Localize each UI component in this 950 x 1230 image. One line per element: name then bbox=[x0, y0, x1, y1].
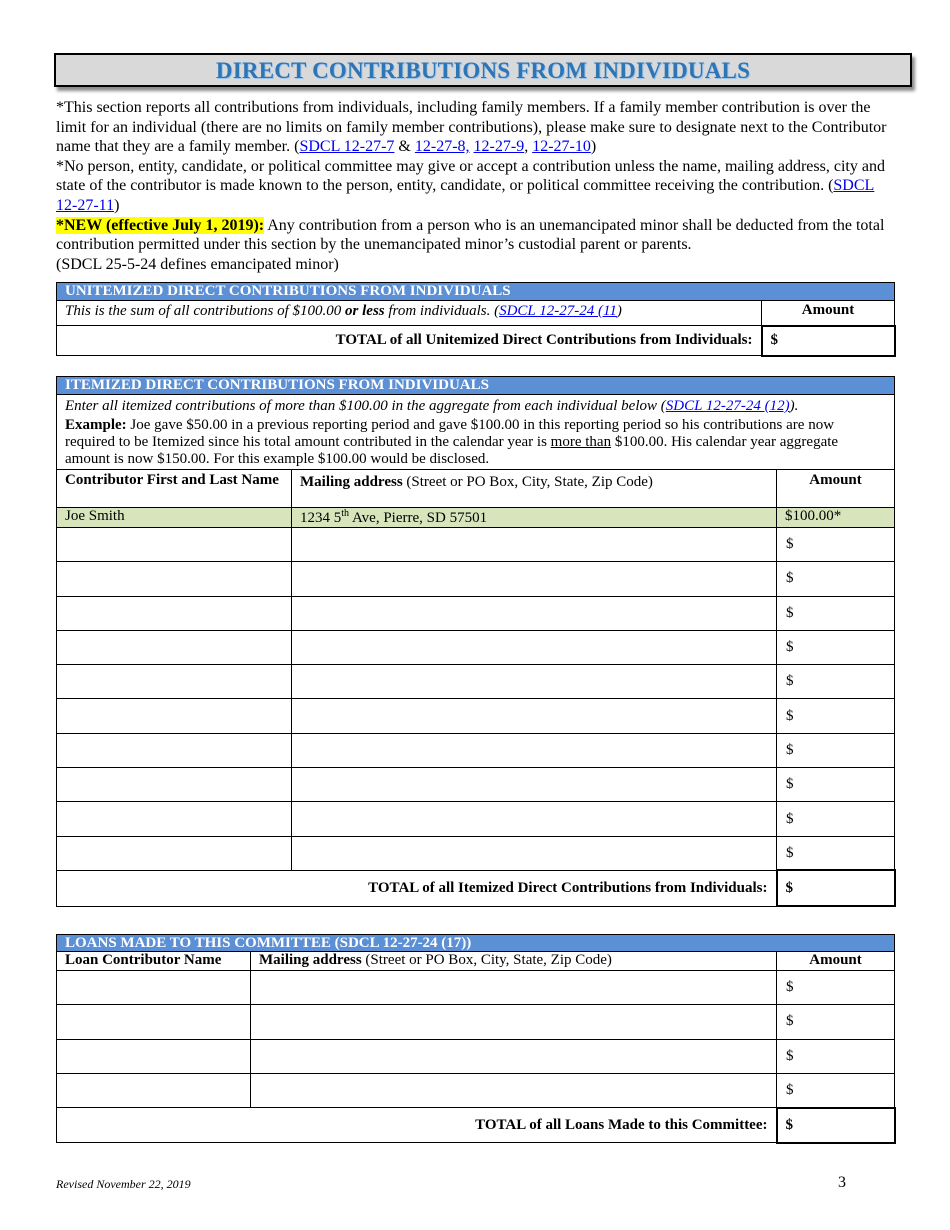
loan-mailing-address-field[interactable] bbox=[251, 1039, 777, 1073]
page-number: 3 bbox=[838, 1174, 846, 1191]
link-12-27-9[interactable]: 12-27-9 bbox=[473, 138, 525, 156]
contributor-name-field[interactable] bbox=[57, 802, 292, 836]
amount-field[interactable]: $ bbox=[777, 836, 895, 870]
col-header-amount: Amount bbox=[777, 470, 895, 508]
mailing-address-field[interactable] bbox=[292, 630, 777, 664]
amount-field[interactable]: $ bbox=[777, 802, 895, 836]
col-header-mailing-address: Mailing address (Street or PO Box, City, State, Zip Code) bbox=[292, 470, 777, 508]
unitemized-heading: UNITEMIZED DIRECT CONTRIBUTIONS FROM INDIVIDUALS bbox=[57, 283, 895, 301]
unitemized-amount-header: Amount bbox=[762, 301, 895, 326]
loan-mailing-address-field[interactable] bbox=[251, 971, 777, 1005]
unitemized-total-label: TOTAL of all Unitemized Direct Contributions from Individuals: bbox=[57, 326, 762, 356]
table-row bbox=[57, 1005, 895, 1039]
link-sdcl-12-27-7[interactable]: SDCL 12-27-7 bbox=[299, 138, 395, 156]
mailing-address-field[interactable] bbox=[292, 596, 777, 630]
contributor-name-field[interactable] bbox=[57, 733, 292, 767]
table-row bbox=[57, 562, 895, 596]
col-header-loan-contributor-name: Loan Contributor Name bbox=[57, 952, 251, 971]
loan-amount-field[interactable]: $ bbox=[777, 971, 895, 1005]
intro-text bbox=[56, 98, 898, 274]
loan-amount-field[interactable]: $ bbox=[777, 1039, 895, 1073]
intro-paragraph-4: (SDCL 25-5-24 defines emancipated minor) bbox=[56, 255, 339, 273]
loan-contributor-name-field[interactable] bbox=[57, 1073, 251, 1107]
mailing-address-field[interactable] bbox=[292, 528, 777, 562]
table-row bbox=[57, 699, 895, 733]
amount-field[interactable]: $ bbox=[777, 562, 895, 596]
example-address: 1234 5th Ave, Pierre, SD 57501 bbox=[292, 508, 777, 528]
contributor-name-field[interactable] bbox=[57, 596, 292, 630]
loan-contributor-name-field[interactable] bbox=[57, 1039, 251, 1073]
link-sdcl-12-27-24-12[interactable]: SDCL 12-27-24 (12) bbox=[665, 398, 790, 414]
table-row bbox=[57, 1039, 895, 1073]
table-row bbox=[57, 528, 895, 562]
itemized-total-label: TOTAL of all Itemized Direct Contributions from Individuals: bbox=[57, 870, 777, 906]
example-amount: $100.00* bbox=[777, 508, 895, 528]
unitemized-table bbox=[56, 282, 896, 357]
example-name: Joe Smith bbox=[57, 508, 292, 528]
loan-amount-field[interactable]: $ bbox=[777, 1073, 895, 1107]
amount-field[interactable]: $ bbox=[777, 596, 895, 630]
new-effective-highlight: *NEW (effective July 1, 2019): bbox=[56, 216, 265, 234]
intro-paragraph-3: *NEW (effective July 1, 2019): Any contribution from a person who is an unemancipated minor shall be deducted from the total contribution permitted under this section by the unemancipated minor’s custodial parent or parents. bbox=[56, 216, 885, 254]
link-12-27-8[interactable]: 12-27-8, bbox=[414, 138, 470, 156]
loans-total-label: TOTAL of all Loans Made to this Committee: bbox=[57, 1108, 777, 1143]
contributor-name-field[interactable] bbox=[57, 768, 292, 802]
mailing-address-field[interactable] bbox=[292, 836, 777, 870]
table-row bbox=[57, 630, 895, 664]
contributor-name-field[interactable] bbox=[57, 699, 292, 733]
amount-field[interactable]: $ bbox=[777, 733, 895, 767]
amount-field[interactable]: $ bbox=[777, 699, 895, 733]
intro-paragraph-1: *This section reports all contributions from individuals, including family members. If a family member contribution is over the limit for an individual (there are no limits on family member contributions), please make sure to designate next to the Contributor name that they are a family member. (SDCL 12-27-7 & 12-27-8, 12-27-9, 12-27-10) bbox=[56, 99, 887, 156]
loans-total-field[interactable]: $ bbox=[777, 1108, 895, 1143]
table-row bbox=[57, 665, 895, 699]
contributor-name-field[interactable] bbox=[57, 665, 292, 699]
table-row bbox=[57, 971, 895, 1005]
example-row bbox=[57, 508, 895, 528]
table-row bbox=[57, 733, 895, 767]
link-12-27-10[interactable]: 12-27-10 bbox=[532, 138, 591, 156]
loans-heading: LOANS MADE TO THIS COMMITTEE (SDCL 12-27-24 (17)) bbox=[57, 935, 895, 952]
itemized-table bbox=[56, 376, 896, 907]
table-row bbox=[57, 596, 895, 630]
intro-paragraph-2: *No person, entity, candidate, or political committee may give or accept a contribution unless the name, mailing address, city and state of the contributor is made known to the person, entity, candidate, or political committee receiving the contribution. (SDCL 12-27-11) bbox=[56, 157, 885, 214]
unitemized-total-field[interactable]: $ bbox=[762, 326, 895, 356]
mailing-address-field[interactable] bbox=[292, 699, 777, 733]
unitemized-description: This is the sum of all contributions of $100.00 or less from individuals. (SDCL 12-27-24 (11) bbox=[57, 301, 762, 326]
table-row bbox=[57, 802, 895, 836]
table-row bbox=[57, 768, 895, 802]
amount-field[interactable]: $ bbox=[777, 630, 895, 664]
amount-field[interactable]: $ bbox=[777, 768, 895, 802]
page-title-box bbox=[54, 53, 912, 87]
itemized-heading: ITEMIZED DIRECT CONTRIBUTIONS FROM INDIVIDUALS bbox=[57, 377, 895, 395]
itemized-total-field[interactable]: $ bbox=[777, 870, 895, 906]
loan-contributor-name-field[interactable] bbox=[57, 971, 251, 1005]
loan-mailing-address-field[interactable] bbox=[251, 1005, 777, 1039]
mailing-address-field[interactable] bbox=[292, 802, 777, 836]
itemized-example: Example: Joe gave $50.00 in a previous reporting period and gave $100.00 in this reporting period so his contributions are now required to be Itemized since his total amount contributed in the calendar year is more than $100.00. His calendar year aggregate amount is now $150.00. For this example $100.00 would be disclosed. bbox=[65, 417, 839, 467]
itemized-instructions bbox=[57, 395, 895, 470]
col-header-loan-mailing-address: Mailing address (Street or PO Box, City, State, Zip Code) bbox=[251, 952, 777, 971]
loan-contributor-name-field[interactable] bbox=[57, 1005, 251, 1039]
link-sdcl-12-27-24-11[interactable]: SDCL 12-27-24 (11 bbox=[499, 303, 617, 319]
loan-amount-field[interactable]: $ bbox=[777, 1005, 895, 1039]
loans-table bbox=[56, 934, 896, 1144]
mailing-address-field[interactable] bbox=[292, 562, 777, 596]
loan-mailing-address-field[interactable] bbox=[251, 1073, 777, 1107]
revised-date: Revised November 22, 2019 bbox=[56, 1177, 191, 1191]
table-row bbox=[57, 1073, 895, 1107]
contributor-name-field[interactable] bbox=[57, 562, 292, 596]
amount-field[interactable]: $ bbox=[777, 665, 895, 699]
col-header-contributor-name: Contributor First and Last Name bbox=[57, 470, 292, 508]
contributor-name-field[interactable] bbox=[57, 630, 292, 664]
link-sdcl-12-27-11[interactable]: SDCL 12-27-11 bbox=[56, 177, 875, 214]
mailing-address-field[interactable] bbox=[292, 768, 777, 802]
page-title: DIRECT CONTRIBUTIONS FROM INDIVIDUALS bbox=[215, 58, 751, 83]
mailing-address-field[interactable] bbox=[292, 665, 777, 699]
table-row bbox=[57, 836, 895, 870]
amount-field[interactable]: $ bbox=[777, 528, 895, 562]
col-header-loan-amount: Amount bbox=[777, 952, 895, 971]
mailing-address-field[interactable] bbox=[292, 733, 777, 767]
contributor-name-field[interactable] bbox=[57, 836, 292, 870]
itemized-instruction-line: Enter all itemized contributions of more than $100.00 in the aggregate from each individual below (SDCL 12-27-24 (12)). bbox=[65, 398, 799, 414]
contributor-name-field[interactable] bbox=[57, 528, 292, 562]
